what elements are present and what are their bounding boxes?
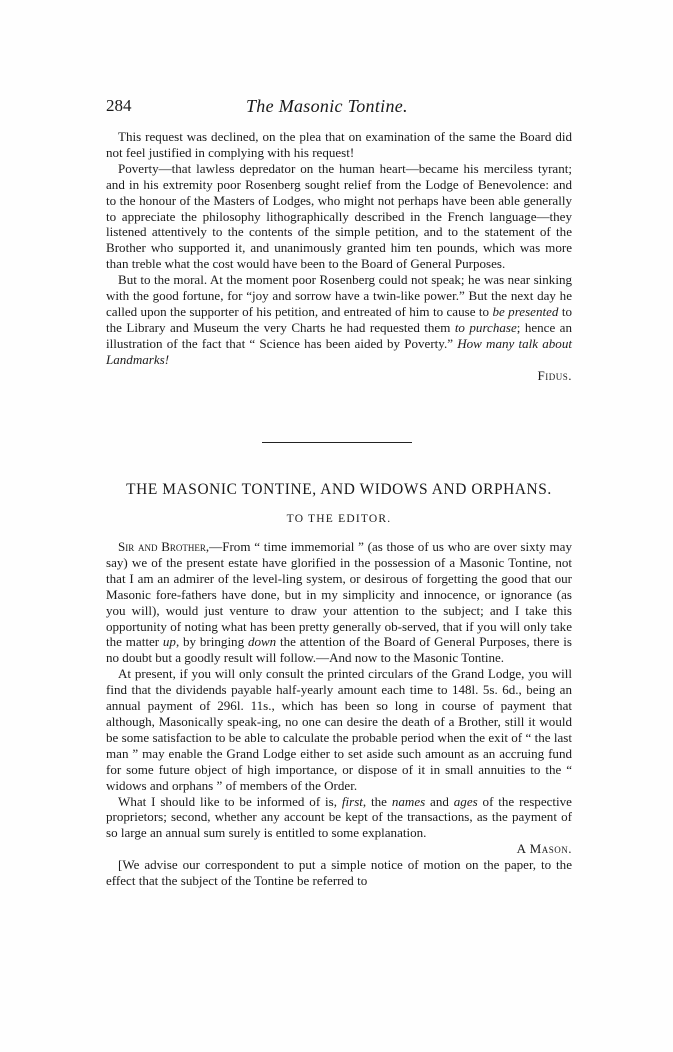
emphasis: names	[391, 793, 426, 809]
page-number: 284	[106, 96, 132, 115]
paragraph: This request was declined, on the plea that on examination of the same the Board did not feel justified in complying with his request!	[106, 129, 572, 160]
salutation: Sir and Brother,	[118, 539, 210, 554]
signature-a-mason: A Mason.	[516, 841, 572, 857]
running-title: The Masonic Tontine.	[246, 96, 408, 116]
paragraph: At present, if you will only consult the printed circulars of the Grand Lodge, you will find that the dividends payable half-yearly amount each time to 148l. 5s. 6d., being an annual payment of 296l. 11s., which has been so long in course of payment that although, Masonically speak-ing, no one can desire the death of a Brother, still it would be some satisfaction to be able to calculate the probable period when the exit of “ the last man ” may enable the Grand Lodge either to set aside such amount as an accruing fund for some future object of high importance, or dispose of it in small annuities to the “ widows and orphans ” of members of the Order.	[106, 666, 572, 793]
emphasis: How many talk about Landmarks!	[106, 335, 572, 367]
emphasis: be presented	[492, 303, 559, 319]
editor-note: [We advise our correspondent to put a simple notice of motion on the paper, to the effect that the subject of the Tontine be referred to	[106, 857, 572, 889]
paragraph: Poverty—that lawless depredator on the human heart—became his merciless tyrant; and in his extremity poor Rosenberg sought relief from the Lodge of Benevolence: and to the honour of the Masters of Lodges, who might not perhaps have been able generally to appreciate the philosophy lithographically described in the French language—they listened attentively to the contents of the simple petition, and to the statement of the Brother who supported it, and unanimously granted him ten pounds, which was more than treble what the cost would have been to the Board of General Purposes.	[106, 160, 572, 272]
article-subtitle: TO THE EDITOR.	[286, 513, 392, 525]
article-title: THE MASONIC TONTINE, AND WIDOWS AND ORPHANS.	[126, 481, 552, 498]
page-header	[106, 96, 572, 118]
emphasis: up	[162, 634, 176, 650]
emphasis: down	[247, 634, 277, 650]
paragraph: But to the moral. At the moment poor Rosenberg could not speak; he was near sinking with the good fortune, for “joy and sorrow have a twin-like power.” But the next day he called upon the supporter of his petition, and entreated of him to cause to be presented to the Library and Museum the very Charts he had requested them to purchase; hence an illustration of the fact that “ Science has been aided by Poverty.” How many talk about Landmarks!	[106, 272, 572, 367]
signature-fidus: Fidus.	[537, 367, 572, 383]
paragraph: Sir and Brother,—From “ time immemorial ” (as those of us who are over sixty may say) we of the present estate have glorified in the possession of a Masonic Tontine, not that I am an admirer of the level-ling system, or desirous of forgetting the good that our Masonic fore-fathers have done, but in my simplicity and innocence, or ignorance (as you will), would just venture to draw your attention to the subject; and I take this opportunity of noting what has been pretty generally ob-served, that if you will only take the matter up, by bringing down the attention of the Board of General Purposes, there is no doubt but a goodly result will follow.—And now to the Masonic Tontine.	[106, 539, 572, 666]
emphasis: first	[341, 793, 363, 809]
tontine-letter	[106, 539, 572, 889]
emphasis: to purchase	[454, 319, 517, 335]
section-divider	[262, 442, 412, 443]
emphasis: ages	[453, 793, 478, 809]
paragraph: What I should like to be informed of is, first, the names and ages of the respective proprietors; second, whether any account be kept of the transactions, as the payment of so large an annual sum surely is entitled to some explanation.	[106, 793, 572, 841]
rosenberg-section	[106, 129, 572, 384]
